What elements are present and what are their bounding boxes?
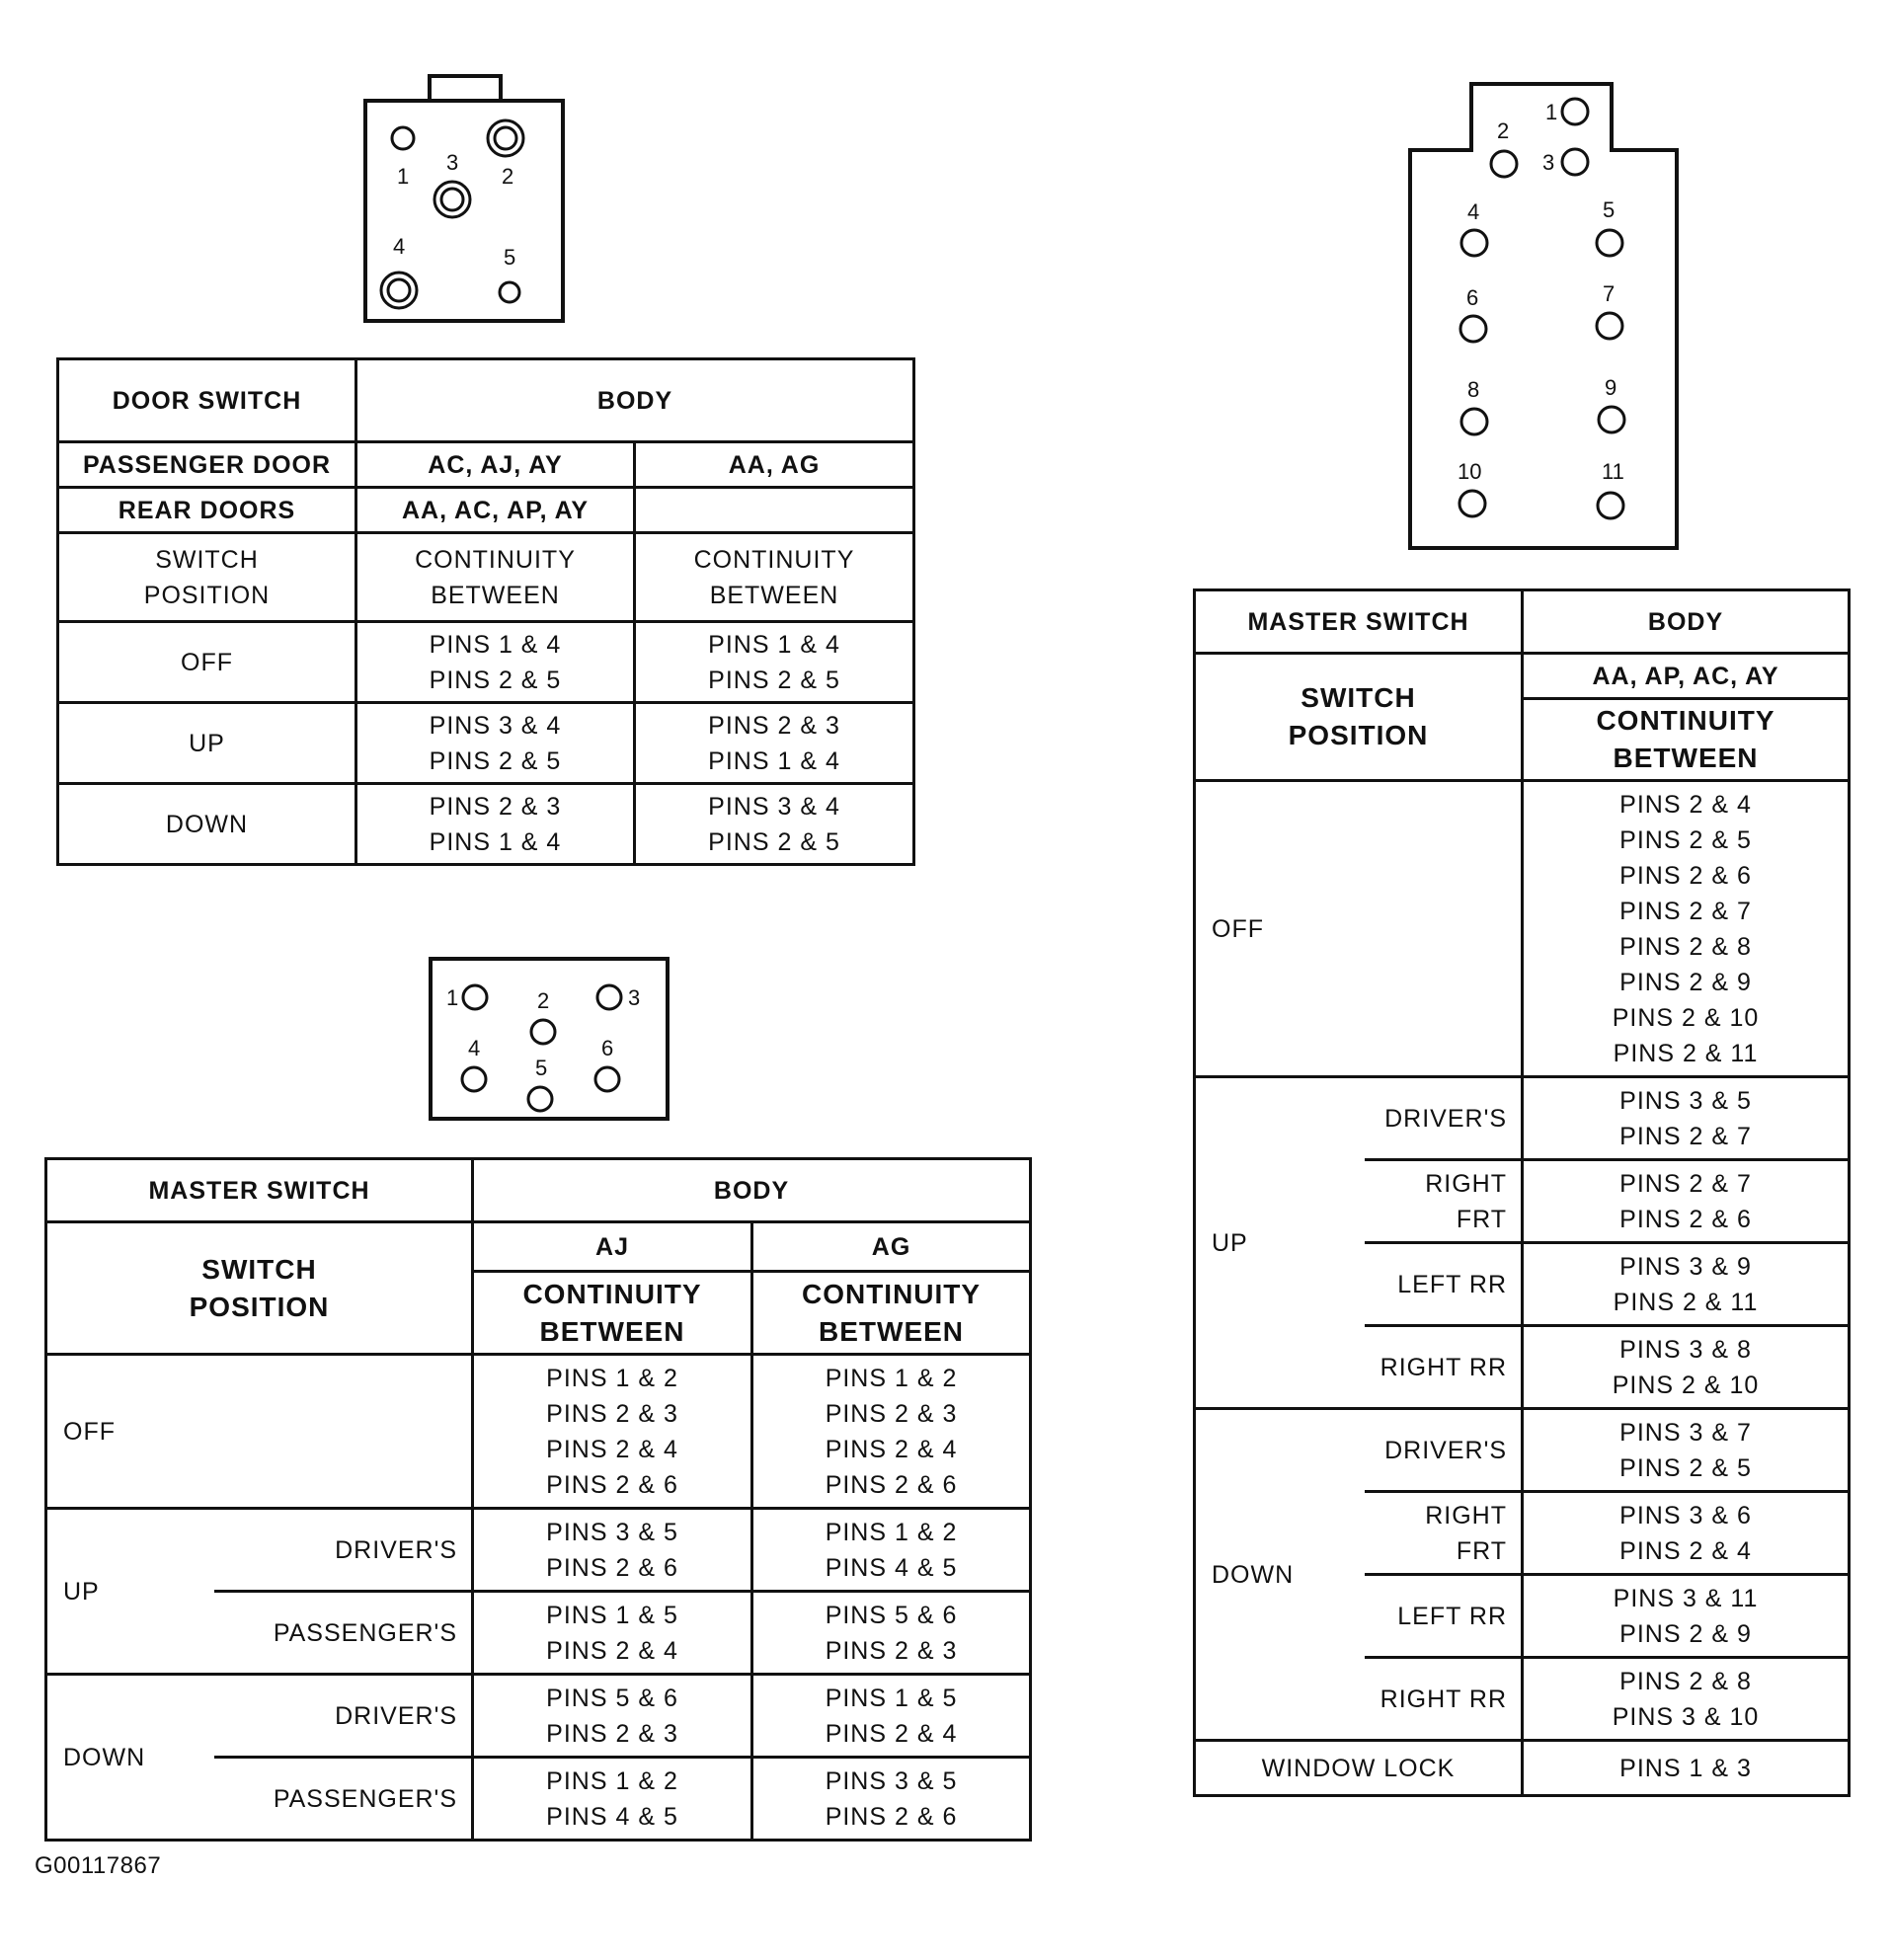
pin-number: 3 [1542, 150, 1555, 175]
body-code-ag: AG [752, 1222, 1031, 1272]
pins-cell: PINS 2 & 3 PINS 1 & 4 [635, 703, 914, 784]
sub-passengers: PASSENGER'S [214, 1592, 473, 1675]
door-switch-table [56, 357, 915, 866]
pin-number: 2 [502, 164, 514, 189]
master-switch-header: MASTER SWITCH [1195, 590, 1523, 654]
rear-body-codes-2 [635, 488, 914, 533]
position-down: DOWN [1195, 1409, 1365, 1741]
sub-drivers: DRIVER'S [1365, 1409, 1523, 1492]
continuity-header: CONTINUITY BETWEEN [752, 1272, 1031, 1355]
body-header: BODY [1523, 590, 1850, 654]
sub-right-frt: RIGHT FRT [1365, 1160, 1523, 1243]
position-down: DOWN [58, 784, 356, 865]
pins-cell: PINS 1 & 2 PINS 4 & 5 [752, 1509, 1031, 1592]
pin-number: 3 [628, 985, 641, 1010]
pins-cell: PINS 1 & 2 PINS 2 & 3 PINS 2 & 4 PINS 2 & 6 [473, 1355, 752, 1509]
position-down: DOWN [46, 1675, 214, 1841]
passenger-body-codes-2: AA, AG [635, 442, 914, 488]
body-codes: AA, AP, AC, AY [1523, 654, 1850, 699]
pin-number: 1 [1545, 100, 1558, 124]
pin-number: 11 [1602, 459, 1624, 484]
sub-right-rr: RIGHT RR [1365, 1658, 1523, 1741]
pin-number: 3 [446, 150, 459, 175]
pins-cell: PINS 3 & 7 PINS 2 & 5 [1523, 1409, 1850, 1492]
pin-number: 9 [1605, 375, 1617, 400]
pin-number: 6 [1466, 285, 1479, 310]
pins-cell: PINS 1 & 2 PINS 4 & 5 [473, 1758, 752, 1841]
pins-cell: PINS 5 & 6 PINS 2 & 3 [752, 1592, 1031, 1675]
body-header: BODY [473, 1159, 1031, 1222]
pins-cell: PINS 2 & 4 PINS 2 & 5 PINS 2 & 6 PINS 2 & 7 PINS 2 & 8 PINS 2 & 9 PINS 2 & 10 PINS 2 & 11 [1523, 781, 1850, 1077]
position-off: OFF [1195, 781, 1523, 1077]
body-code-aj: AJ [473, 1222, 752, 1272]
sub-right-rr: RIGHT RR [1365, 1326, 1523, 1409]
position-up: UP [1195, 1077, 1365, 1409]
pins-cell: PINS 3 & 11 PINS 2 & 9 [1523, 1575, 1850, 1658]
pin-number: 7 [1603, 281, 1616, 306]
continuity-header: CONTINUITY BETWEEN [635, 533, 914, 622]
master-switch-header: MASTER SWITCH [46, 1159, 473, 1222]
pin-number: 2 [1497, 118, 1510, 143]
continuity-header: CONTINUITY BETWEEN [356, 533, 635, 622]
pins-cell: PINS 1 & 4 PINS 2 & 5 [635, 622, 914, 703]
door-switch-connector [355, 71, 573, 328]
pins-cell: PINS 1 & 5 PINS 2 & 4 [473, 1592, 752, 1675]
pin-number: 2 [537, 988, 550, 1013]
door-switch-header: DOOR SWITCH [58, 359, 356, 442]
connector-body [431, 959, 668, 1119]
continuity-header: CONTINUITY BETWEEN [1523, 699, 1850, 781]
pins-cell: PINS 5 & 6 PINS 2 & 3 [473, 1675, 752, 1758]
pin-number: 10 [1458, 459, 1482, 484]
rear-body-codes-1: AA, AC, AP, AY [356, 488, 635, 533]
switch-position-header: SWITCH POSITION [46, 1222, 473, 1355]
position-off: OFF [58, 622, 356, 703]
pins-cell: PINS 1 & 5 PINS 2 & 4 [752, 1675, 1031, 1758]
pin-number: 4 [1467, 199, 1480, 224]
master-switch-6pin-connector [425, 953, 671, 1126]
position-up: UP [46, 1509, 214, 1675]
pins-cell: PINS 3 & 5 PINS 2 & 6 [752, 1758, 1031, 1841]
pin-number: 1 [446, 985, 459, 1010]
sub-drivers: DRIVER'S [214, 1509, 473, 1592]
connector-tab [430, 76, 501, 101]
position-up: UP [58, 703, 356, 784]
pin-number: 4 [393, 234, 406, 259]
continuity-header: CONTINUITY BETWEEN [473, 1272, 752, 1355]
pin-number: 5 [1603, 197, 1616, 222]
pins-cell: PINS 3 & 5 PINS 2 & 7 [1523, 1077, 1850, 1160]
pins-cell: PINS 2 & 7 PINS 2 & 6 [1523, 1160, 1850, 1243]
pin-number: 1 [397, 164, 410, 189]
switch-position-header: SWITCH POSITION [58, 533, 356, 622]
position-off: OFF [46, 1355, 473, 1509]
master-switch-aj-ag-table [44, 1157, 1032, 1842]
pins-cell: PINS 3 & 4 PINS 2 & 5 [356, 703, 635, 784]
sub-left-rr: LEFT RR [1365, 1243, 1523, 1326]
pins-cell: PINS 2 & 3 PINS 1 & 4 [356, 784, 635, 865]
pins-cell: PINS 3 & 5 PINS 2 & 6 [473, 1509, 752, 1592]
passenger-body-codes-1: AC, AJ, AY [356, 442, 635, 488]
pin-number: 5 [504, 245, 516, 270]
master-switch-11pin-connector [1402, 79, 1689, 553]
pin-number: 6 [601, 1036, 614, 1060]
sub-right-frt: RIGHT FRT [1365, 1492, 1523, 1575]
pin-number: 5 [535, 1056, 548, 1080]
sub-drivers: DRIVER'S [1365, 1077, 1523, 1160]
pins-cell: PINS 1 & 2 PINS 2 & 3 PINS 2 & 4 PINS 2 & 6 [752, 1355, 1031, 1509]
sub-drivers: DRIVER'S [214, 1675, 473, 1758]
pins-cell: PINS 3 & 9 PINS 2 & 11 [1523, 1243, 1850, 1326]
window-lock-label: WINDOW LOCK [1195, 1741, 1523, 1796]
sub-left-rr: LEFT RR [1365, 1575, 1523, 1658]
switch-position-header: SWITCH POSITION [1195, 654, 1523, 781]
passenger-door-label: PASSENGER DOOR [58, 442, 356, 488]
pins-cell: PINS 1 & 4 PINS 2 & 5 [356, 622, 635, 703]
pins-cell: PINS 2 & 8 PINS 3 & 10 [1523, 1658, 1850, 1741]
window-lock-pins: PINS 1 & 3 [1523, 1741, 1850, 1796]
pins-cell: PINS 3 & 6 PINS 2 & 4 [1523, 1492, 1850, 1575]
master-switch-body-table [1193, 588, 1851, 1797]
pins-cell: PINS 3 & 8 PINS 2 & 10 [1523, 1326, 1850, 1409]
rear-doors-label: REAR DOORS [58, 488, 356, 533]
body-header: BODY [356, 359, 914, 442]
sub-passengers: PASSENGER'S [214, 1758, 473, 1841]
figure-code: G00117867 [35, 1852, 162, 1879]
pin-number: 8 [1467, 377, 1480, 402]
pin-number: 4 [468, 1036, 481, 1060]
pins-cell: PINS 3 & 4 PINS 2 & 5 [635, 784, 914, 865]
